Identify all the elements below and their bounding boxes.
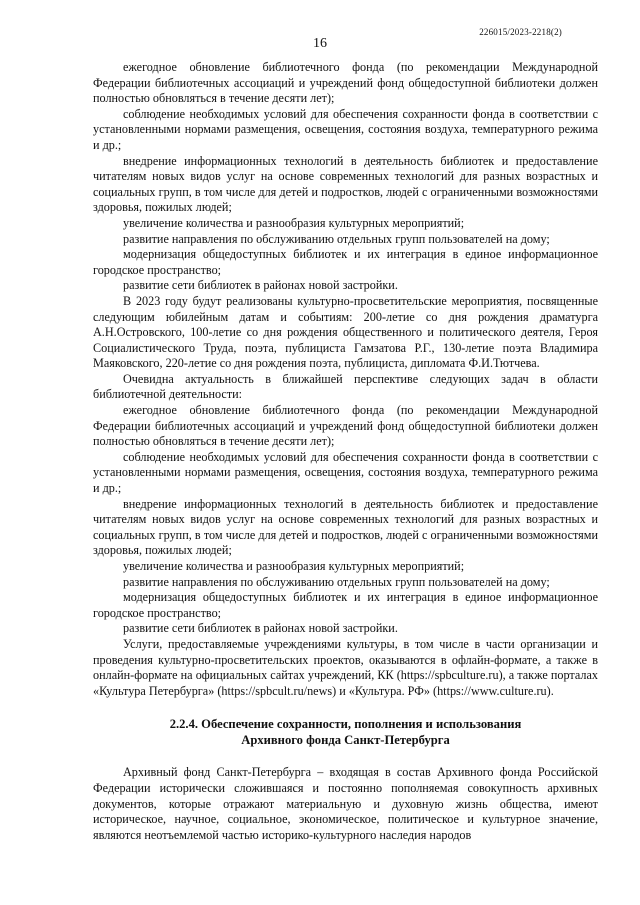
paragraph: соблюдение необходимых условий для обеспечения сохранности фонда в соответствии с установленными нормами размещения, освещения, состояния воздуха, температурного режима и др.;	[93, 449, 598, 496]
paragraph: ежегодное обновление библиотечного фонда (по рекомендации Международной Федерации библиотечных ассоциаций и учреждений фонд общедоступной библиотеки должен полностью обновляться в течение десяти лет);	[93, 60, 598, 106]
paragraph: ежегодное обновление библиотечного фонда (по рекомендации Международной Федерации библиотечных ассоциаций и учреждений фонд общедоступной библиотеки должен полностью обновляться в течение десяти лет);	[93, 403, 598, 449]
paragraph: Услуги, предоставляемые учреждениями культуры, в том числе в части организации и проведения культурно-просветительских проектов, оказываются в офлайн-формате, а также в онлайн-формате на официальных сайтах учреждений, КК (https://spbculture.ru), а также порталах «Культура Петербурга» (https://spbcult.ru/news) и «Культура. РФ» (https://www.culture.ru).	[93, 636, 598, 698]
document-id: 226015/2023-2218(2)	[479, 27, 562, 37]
paragraph: модернизация общедоступных библиотек и их интеграция в единое информационное городское пространство;	[93, 590, 598, 620]
page-number: 16	[313, 36, 327, 51]
paragraph: увеличение количества и разнообразия культурных мероприятий;	[123, 215, 465, 230]
section-heading-line: Архивного фонда Санкт-Петербурга	[241, 733, 450, 748]
section-heading-line: 2.2.4. Обеспечение сохранности, пополнения и использования	[169, 717, 522, 732]
section-heading	[93, 716, 598, 748]
paragraph: развитие направления по обслуживанию отдельных групп пользователей на дому;	[123, 231, 550, 246]
paragraph: развитие направления по обслуживанию отдельных групп пользователей на дому;	[123, 574, 550, 589]
paragraph: Очевидна актуальность в ближайшей перспективе следующих задач в области библиотечной деятельности:	[93, 371, 598, 402]
paragraph: увеличение количества и разнообразия культурных мероприятий;	[123, 559, 465, 573]
paragraph: развитие сети библиотек в районах новой застройки.	[123, 621, 398, 636]
paragraph: В 2023 году будут реализованы культурно-просветительские мероприятия, посвященные следующим юбилейным датам и событиям: 200-летие со дня рождения драматурга А.Н.Островского, 100-летие со дня рождения общественного и политического деятеля, Героя Социалистического Труда, поэта, публициста Гамзатова Р.Г., 130-летие поэта Владимира Маяковского, 220-летие со дня рождения поэта, публициста, дипломата Ф.И.Тютчева.	[93, 293, 598, 371]
document-body	[93, 60, 598, 843]
paragraph: соблюдение необходимых условий для обеспечения сохранности фонда в соответствии с установленными нормами размещения, освещения, состояния воздуха, температурного режима и др.;	[93, 106, 598, 152]
paragraph: модернизация общедоступных библиотек и их интеграция в единое информационное городское пространство;	[93, 247, 598, 277]
paragraph: внедрение информационных технологий в деятельность библиотек и предоставление читателям новых видов услуг на основе современных технологий для разных возрастных и социальных групп, в том числе для детей и подростков, людей с ограниченными возможностями здоровья, пожилых людей;	[93, 496, 598, 558]
paragraph: внедрение информационных технологий в деятельность библиотек и предоставление читателям новых видов услуг на основе современных технологий для разных возрастных и социальных групп, в том числе для детей и подростков, людей с ограниченными возможностями здоровья, пожилых людей;	[93, 153, 598, 215]
paragraph: Архивный фонд Санкт-Петербурга – входящая в состав Архивного фонда Российской Федерации исторически сложившаяся и постоянно пополняемая совокупность архивных документов, которые отражают материальную и духовную жизнь общества, имеют историческое, научное, социальное, экономическое, политическое и культурное значение, являются неотъемлемой частью историко-культурного наследия народов	[93, 765, 598, 842]
paragraph: развитие сети библиотек в районах новой застройки.	[123, 278, 398, 293]
